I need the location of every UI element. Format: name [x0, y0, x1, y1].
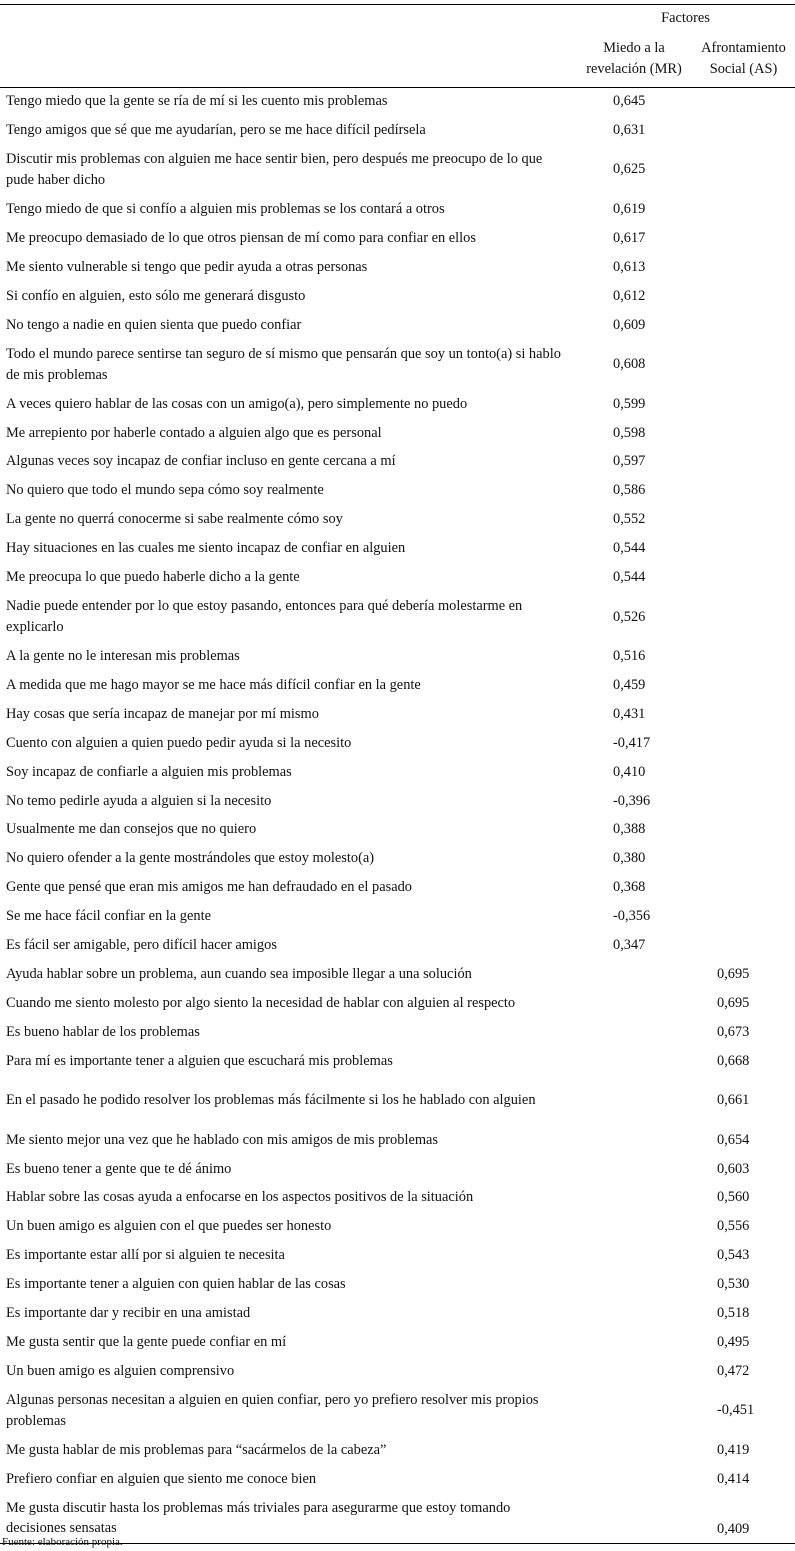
table-row: [0, 145, 795, 195]
table-row: [0, 1386, 795, 1436]
mr-loading: 0,586: [613, 482, 646, 499]
mr-loading: [576, 1183, 692, 1212]
as-loading: [692, 873, 795, 902]
mr-loading: [576, 1270, 692, 1299]
mr-loading: 0,544: [613, 569, 646, 585]
table-row: [0, 419, 795, 448]
item-text: Todo el mundo parece sentirse tan seguro de sí mismo que pensarán que soy un tonto(a) si hablo de mis problemas: [6, 345, 561, 383]
table-body: [0, 87, 795, 1544]
item-text: Un buen amigo es alguien comprensivo: [6, 1362, 235, 1379]
table-row: [0, 253, 795, 282]
item-text: Cuando me siento molesto por algo siento la necesidad de hablar con alguien al respecto: [6, 994, 516, 1011]
table-row: [0, 786, 795, 815]
table-row: [0, 902, 795, 931]
table-row: [0, 563, 795, 592]
mr-loading: 0,388: [613, 821, 646, 838]
mr-loading: 0,526: [613, 608, 646, 625]
as-loading: 0,695: [717, 965, 750, 982]
mr-loading: 0,599: [613, 395, 646, 412]
item-text: Me gusta hablar de mis problemas para “sacármelos de la cabeza”: [6, 1441, 387, 1458]
mr-loading: 0,431: [613, 705, 646, 722]
header-col-mr: Miedo a la revelación (MR): [586, 40, 682, 77]
as-loading: [692, 592, 795, 642]
as-loading: [692, 282, 795, 311]
item-text: Tengo miedo de que si confío a alguien mis problemas se los contará a otros: [6, 201, 445, 218]
item-text: Me preocupo demasiado de lo que otros piensan de mí como para confiar en ellos: [6, 229, 476, 246]
as-loading: 0,654: [717, 1131, 750, 1148]
item-text: Es importante dar y recibir en una amistad: [6, 1304, 251, 1321]
item-text: Tengo amigos que sé que me ayudarían, pero se me hace difícil pedírsela: [6, 121, 426, 138]
as-loading: 0,560: [717, 1189, 750, 1206]
mr-loading: 0,552: [613, 511, 646, 528]
as-loading: [692, 563, 795, 592]
item-text: Soy incapaz de confiarle a alguien mis problemas: [6, 763, 292, 780]
table-row: [0, 960, 795, 989]
header-col-as: Afrontamiento Social (AS): [701, 40, 786, 77]
mr-loading: [576, 1494, 692, 1544]
table-row: [0, 931, 795, 960]
item-text: Prefiero confiar en alguien que siento me conoce bien: [6, 1470, 317, 1487]
mr-loading: [576, 1154, 692, 1183]
as-loading: [692, 145, 795, 195]
source-note: Fuente: elaboración propia.: [2, 1536, 123, 1548]
item-text: En el pasado he podido resolver los problemas más fácilmente si los he hablado con alguien: [6, 1092, 536, 1109]
item-text: Es importante estar allí por si alguien te necesita: [6, 1247, 285, 1264]
as-loading: [692, 311, 795, 340]
item-text: Me preocupa lo que puedo haberle dicho a la gente: [6, 569, 300, 585]
as-loading: [692, 419, 795, 448]
table-row: [0, 815, 795, 844]
table-row: [0, 1241, 795, 1270]
table-row: [0, 1154, 795, 1183]
as-loading: 0,668: [717, 1052, 750, 1069]
mr-loading: [576, 1465, 692, 1494]
factor-loadings-table: [0, 4, 795, 1544]
as-loading: [692, 671, 795, 700]
table-row: [0, 700, 795, 729]
as-loading: 0,603: [717, 1160, 750, 1177]
item-text: Hay cosas que sería incapaz de manejar por mí mismo: [6, 705, 319, 722]
mr-loading: 0,598: [613, 424, 646, 441]
as-loading: [692, 931, 795, 960]
as-loading: 0,414: [717, 1470, 750, 1487]
table-row: [0, 642, 795, 671]
mr-loading: 0,380: [613, 850, 646, 867]
as-loading: [692, 534, 795, 563]
item-text: Un buen amigo es alguien con el que puedes ser honesto: [6, 1218, 332, 1235]
table-row: [0, 1047, 795, 1076]
mr-loading: [576, 960, 692, 989]
header-group-row: [0, 5, 795, 32]
item-text: Es bueno hablar de los problemas: [6, 1023, 200, 1040]
item-text: Discutir mis problemas con alguien me hace sentir bien, pero después me preocupo de lo que pude haber dicho: [6, 151, 543, 188]
table-row: [0, 1299, 795, 1328]
table-row: [0, 671, 795, 700]
as-loading: [692, 116, 795, 145]
mr-loading: 0,347: [613, 936, 646, 953]
table-row: [0, 1075, 795, 1125]
item-text: Tengo miedo que la gente se ría de mí si les cuento mis problemas: [6, 93, 388, 110]
as-loading: 0,556: [717, 1218, 750, 1235]
mr-loading: 0,368: [613, 879, 646, 896]
table-row: [0, 447, 795, 476]
mr-loading: -0,396: [613, 792, 651, 809]
mr-loading: 0,631: [613, 121, 646, 138]
item-text: Para mí es importante tener a alguien que escuchará mis problemas: [6, 1052, 393, 1069]
mr-loading: [576, 1299, 692, 1328]
mr-loading: 0,544: [613, 540, 646, 557]
table-row: [0, 224, 795, 253]
as-loading: 0,661: [717, 1092, 750, 1109]
as-loading: [692, 447, 795, 476]
item-text: Cuento con alguien a quien puedo pedir ayuda si la necesito: [6, 734, 352, 751]
item-text: Nadie puede entender por lo que estoy pasando, entonces para qué debería molestarme en explicarlo: [6, 598, 523, 635]
as-loading: [692, 253, 795, 282]
as-loading: [692, 902, 795, 931]
as-loading: [692, 195, 795, 224]
as-loading: -0,451: [717, 1402, 755, 1419]
mr-loading: [576, 1328, 692, 1357]
header-columns-row: [0, 31, 795, 87]
table-row: [0, 1436, 795, 1465]
mr-loading: -0,417: [613, 734, 651, 751]
as-loading: 0,419: [717, 1441, 750, 1458]
item-text: Es bueno tener a gente que te dé ánimo: [6, 1160, 232, 1177]
item-text: A la gente no le interesan mis problemas: [6, 648, 240, 665]
mr-loading: [576, 1018, 692, 1047]
table-row: [0, 729, 795, 758]
mr-loading: [576, 1386, 692, 1436]
item-text: Es fácil ser amigable, pero difícil hacer amigos: [6, 936, 277, 953]
as-loading: [692, 844, 795, 873]
table-row: [0, 505, 795, 534]
item-text: Me arrepiento por haberle contado a alguien algo que es personal: [6, 424, 382, 441]
table-row: [0, 758, 795, 787]
table-row: [0, 1018, 795, 1047]
as-loading: [692, 786, 795, 815]
mr-loading: 0,619: [613, 201, 646, 218]
table-row: [0, 592, 795, 642]
table-row: [0, 339, 795, 389]
mr-loading: 0,459: [613, 676, 646, 693]
table-row: [0, 476, 795, 505]
item-text: Ayuda hablar sobre un problema, aun cuando sea imposible llegar a una solución: [6, 965, 472, 982]
mr-loading: [576, 1075, 692, 1125]
table-row: [0, 844, 795, 873]
item-text: Si confío en alguien, esto sólo me generará disgusto: [6, 287, 306, 304]
mr-loading: [576, 1126, 692, 1155]
table-row: [0, 873, 795, 902]
table-row: [0, 87, 795, 116]
mr-loading: [576, 1436, 692, 1465]
as-loading: [692, 476, 795, 505]
item-text: No tengo a nadie en quien sienta que puedo confiar: [6, 316, 302, 333]
table-row: [0, 1357, 795, 1386]
as-loading: 0,518: [717, 1304, 750, 1321]
as-loading: 0,673: [717, 1023, 750, 1040]
mr-loading: [576, 1212, 692, 1241]
as-loading: [692, 224, 795, 253]
as-loading: 0,695: [717, 994, 750, 1011]
mr-loading: 0,410: [613, 763, 646, 780]
as-loading: [692, 87, 795, 116]
table-row: [0, 1212, 795, 1241]
mr-loading: [576, 1357, 692, 1386]
item-text: La gente no querrá conocerme si sabe realmente cómo soy: [6, 511, 343, 528]
mr-loading: 0,625: [613, 161, 646, 178]
table-row: [0, 1465, 795, 1494]
item-text: No quiero ofender a la gente mostrándoles que estoy molesto(a): [6, 850, 375, 867]
item-text: No quiero que todo el mundo sepa cómo soy realmente: [6, 482, 324, 499]
mr-loading: 0,516: [613, 648, 646, 665]
mr-loading: 0,608: [613, 356, 646, 373]
item-text: Me siento vulnerable si tengo que pedir ayuda a otras personas: [6, 258, 368, 275]
table-row: [0, 1126, 795, 1155]
mr-loading: 0,597: [613, 453, 646, 470]
table-row: [0, 195, 795, 224]
item-text: Me siento mejor una vez que he hablado con mis amigos de mis problemas: [6, 1131, 439, 1148]
as-loading: [692, 758, 795, 787]
as-loading: [692, 815, 795, 844]
table-row: [0, 534, 795, 563]
item-text: Me gusta discutir hasta los problemas más triviales para asegurarme que estoy tomando decisiones sensatas: [6, 1499, 511, 1537]
as-loading: [692, 700, 795, 729]
item-text: Hablar sobre las cosas ayuda a enfocarse en los aspectos positivos de la situación: [6, 1189, 474, 1206]
item-text: Se me hace fácil confiar en la gente: [6, 908, 211, 925]
item-text: Hay situaciones en las cuales me siento incapaz de confiar en alguien: [6, 540, 406, 557]
mr-loading: [576, 1047, 692, 1076]
mr-loading: 0,613: [613, 258, 646, 275]
table-row: [0, 282, 795, 311]
mr-loading: 0,612: [613, 287, 646, 304]
item-text: Me gusta sentir que la gente puede confiar en mí: [6, 1333, 287, 1350]
table-row: [0, 989, 795, 1018]
as-loading: [692, 505, 795, 534]
mr-loading: -0,356: [613, 908, 651, 925]
mr-loading: 0,617: [613, 229, 646, 246]
as-loading: [692, 390, 795, 419]
as-loading: 0,543: [717, 1247, 750, 1264]
table-row: [0, 1328, 795, 1357]
as-loading: [692, 339, 795, 389]
as-loading: 0,472: [717, 1362, 750, 1379]
table-row: [0, 116, 795, 145]
as-loading: [692, 642, 795, 671]
item-text: A veces quiero hablar de las cosas con un amigo(a), pero simplemente no puedo: [6, 395, 468, 412]
item-text: Es importante tener a alguien con quien hablar de las cosas: [6, 1276, 346, 1293]
header-group-label: Factores: [661, 9, 710, 26]
mr-loading: 0,609: [613, 316, 646, 333]
item-text: Algunas veces soy incapaz de confiar incluso en gente cercana a mí: [6, 453, 396, 470]
as-loading: [692, 729, 795, 758]
header-empty-cell: [0, 5, 576, 32]
as-loading: 0,530: [717, 1276, 750, 1293]
table-row: [0, 1270, 795, 1299]
mr-loading: [576, 989, 692, 1018]
table-row: [0, 390, 795, 419]
as-loading: 0,495: [717, 1333, 750, 1350]
item-text: No temo pedirle ayuda a alguien si la necesito: [6, 792, 272, 809]
table-header: [0, 5, 795, 88]
item-text: Gente que pensé que eran mis amigos me han defraudado en el pasado: [6, 879, 412, 896]
table-row: [0, 311, 795, 340]
item-text: A medida que me hago mayor se me hace más difícil confiar en la gente: [6, 676, 421, 693]
table-row: [0, 1183, 795, 1212]
header-item-cell: [0, 31, 576, 87]
as-loading: 0,409: [717, 1521, 750, 1538]
mr-loading: 0,645: [613, 93, 646, 110]
mr-loading: [576, 1241, 692, 1270]
item-text: Algunas personas necesitan a alguien en quien confiar, pero yo prefiero resolver mis propios problemas: [6, 1391, 539, 1429]
item-text: Usualmente me dan consejos que no quiero: [6, 821, 257, 838]
